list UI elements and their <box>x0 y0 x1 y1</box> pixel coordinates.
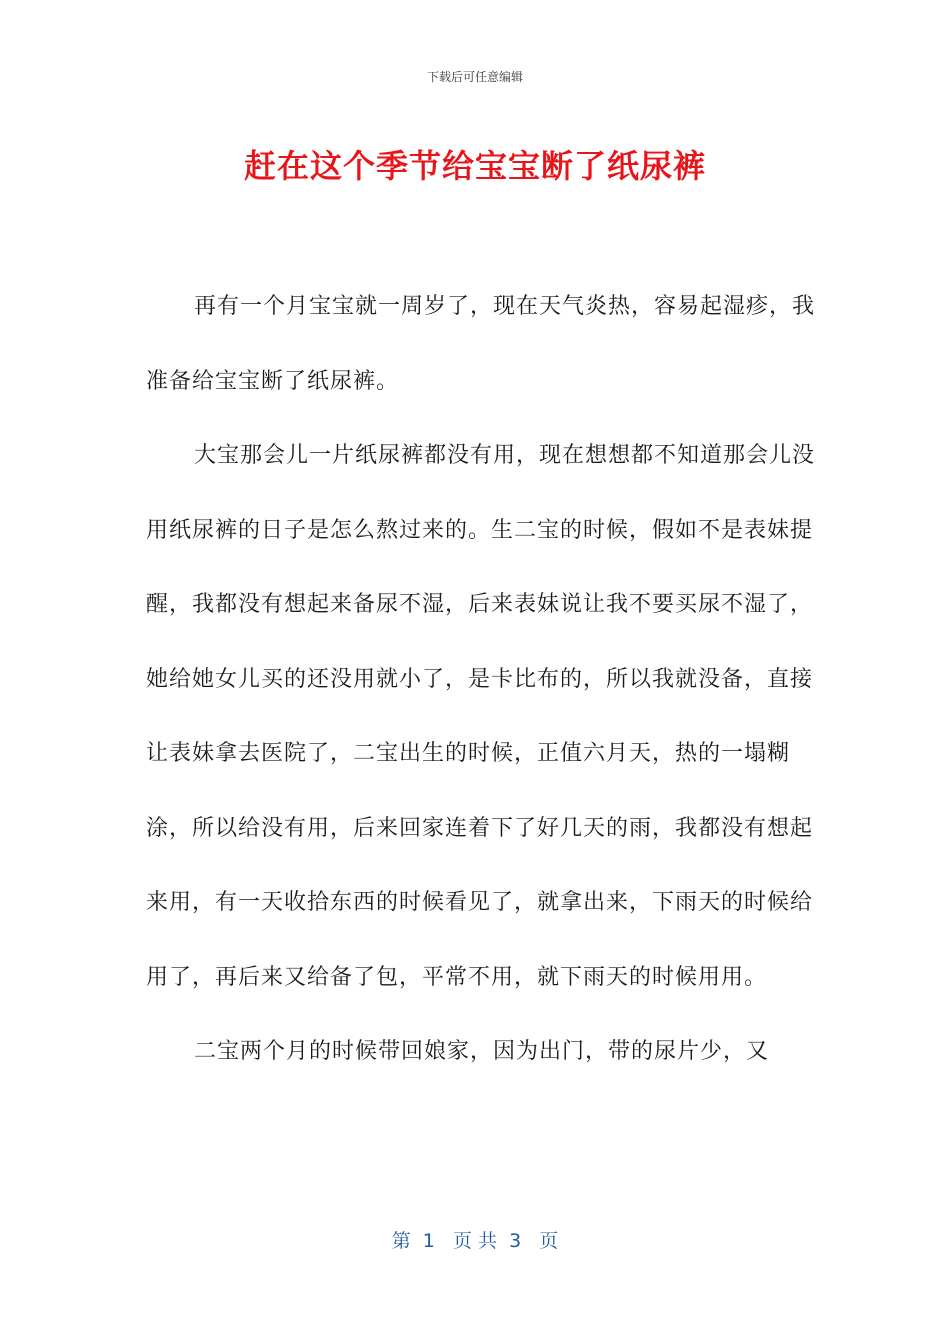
paragraph: 大宝那会儿一片纸尿裤都没有用，现在想想都不知道那会儿没用纸尿裤的日子是怎么熬过来的。生二宝的时候，假如不是表妹提醒，我都没有想起来备尿不湿，后来表妹说让我不要买尿不湿了，她给她女儿买的还没用就小了，是卡比布的，所以我就没备，直接让表妹拿去医院了，二宝出生的时候，正值六月天，热的一塌糊涂，所以给没有用，后来回家连着下了好几天的雨，我都没有想起来用，有一天收拾东西的时候看见了，就拿出来，下雨天的时候给用了，再后来又给备了包，平常不用，就下雨天的时候用用。 <box>146 443 816 990</box>
header-note: 下载后可任意编辑 <box>426 70 523 84</box>
page-number-footer: 第 1 页 共 3 页 <box>391 1230 559 1252</box>
paragraph: 再有一个月宝宝就一周岁了，现在天气炎热，容易起湿疹，我准备给宝宝断了纸尿裤。 <box>146 294 816 394</box>
document-body <box>146 270 816 1090</box>
document-title: 赶在这个季节给宝宝断了纸尿裤 <box>243 147 706 185</box>
paragraph: 二宝两个月的时候带回娘家，因为出门，带的尿片少，又 <box>194 1039 770 1064</box>
